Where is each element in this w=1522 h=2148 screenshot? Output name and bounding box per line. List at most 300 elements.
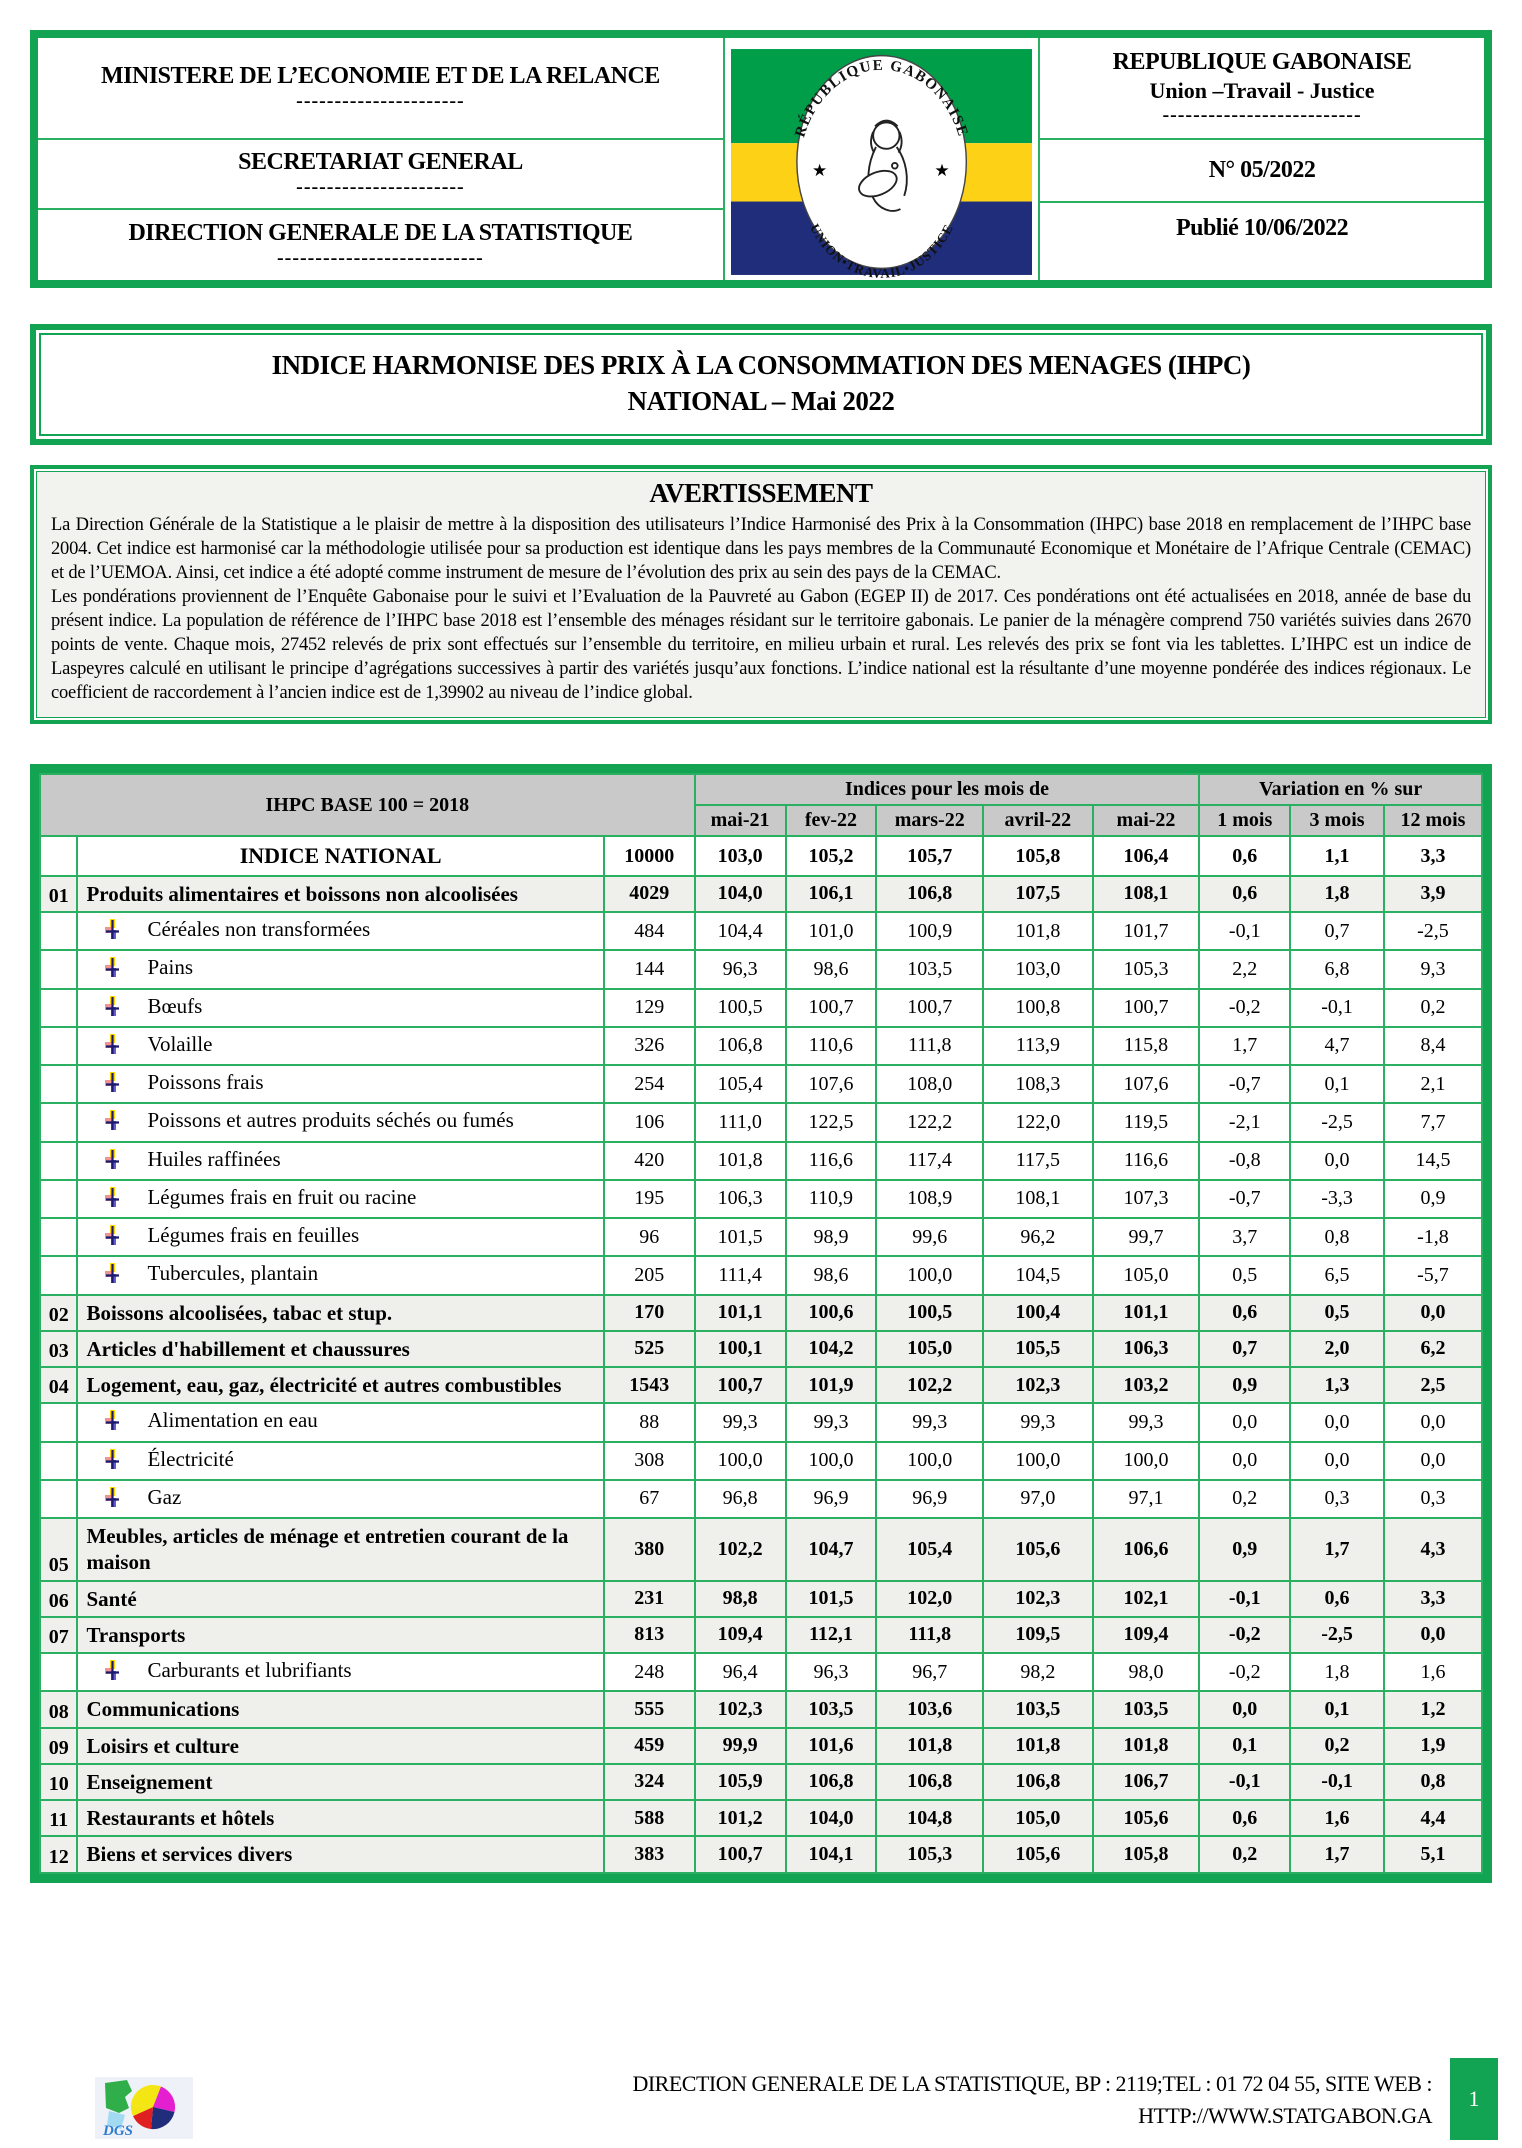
notice-paragraph-2: Les pondérations proviennent de l’Enquête Gabonaise pour le suivi et l’Evaluation de la Pauvreté au Gabon (EGEP II) de 2017. Ces pondérations ont été actualisées en 2018, année de base du présent indice. La population de référence de l’IHPC base 2018 est l’ensemble des ménages résidant sur le territoire gabonais. Le panier de la ménagère comprend 750 variétés suivies dans 2670 points de vente. Chaque mois, 27452 relevés de prix sont effectués sur l’ensemble du territoire, en milieu urbain et rural. Les relevés des prix se font via les tablettes. L’IHPC est un indice de Laspeyres calculé en utilisant le principe d’agrégations successives à partir des variétés jusqu’aux fonctions. L’indice national est la résultante d’une moyenne pondérée des indices régionaux. Le coefficient de raccordement à l’ancien indice est de 1,39902 au niveau de l’indice global.: [51, 587, 1471, 704]
row-weight: 525: [604, 1331, 695, 1367]
row-value: 1,1: [1290, 836, 1384, 876]
row-weight: 813: [604, 1617, 695, 1653]
row-weight: 555: [604, 1691, 695, 1727]
table-row: [40, 1728, 1482, 1764]
row-value: 100,1: [695, 1331, 786, 1367]
row-value: 4,7: [1290, 1027, 1384, 1065]
category-bullet-icon: [104, 1660, 121, 1681]
row-value: 106,1: [786, 876, 877, 912]
table-row: [40, 1142, 1482, 1180]
row-value: 111,8: [876, 1617, 983, 1653]
table-row: [40, 1764, 1482, 1800]
table-row: [40, 836, 1482, 876]
table-row: [40, 1800, 1482, 1836]
row-value: -0,2: [1199, 1617, 1290, 1653]
row-value: 104,0: [786, 1800, 877, 1836]
row-code: 11: [40, 1800, 77, 1836]
row-label-text: Légumes frais en feuilles: [147, 1223, 360, 1247]
row-value: 0,8: [1290, 1218, 1384, 1256]
row-value: 0,2: [1290, 1728, 1384, 1764]
row-value: 100,0: [695, 1442, 786, 1480]
direction-cell: [38, 210, 723, 280]
row-value: 111,0: [695, 1103, 786, 1141]
title-inner: [39, 333, 1483, 436]
row-value: 99,7: [1093, 1218, 1200, 1256]
motto-text: Union –Travail - Justice: [1149, 77, 1375, 103]
seal-star-right-icon: ★: [934, 161, 950, 181]
ihpc-table-head: [40, 774, 1482, 836]
category-bullet-icon: [104, 1225, 121, 1246]
row-value: 14,5: [1384, 1142, 1482, 1180]
footer-contact-text: [312, 2068, 1432, 2132]
row-code: 08: [40, 1691, 77, 1727]
row-value: 102,2: [695, 1518, 786, 1581]
row-value: 105,4: [695, 1065, 786, 1103]
row-value: 105,3: [1093, 950, 1200, 988]
dashes-line: ---------------------------: [277, 246, 484, 269]
row-value: 117,5: [983, 1142, 1093, 1180]
row-label-text: Électricité: [147, 1446, 234, 1471]
header-right-column: [1040, 38, 1484, 280]
row-value: 105,5: [983, 1331, 1093, 1367]
table-row: [40, 1027, 1482, 1065]
row-value: 3,3: [1384, 836, 1482, 876]
row-label: Articles d'habillement et chaussures: [77, 1331, 603, 1367]
row-value: 109,5: [983, 1617, 1093, 1653]
ministry-title: MINISTERE DE L’ECONOMIE ET DE LA RELANCE: [101, 62, 660, 89]
row-value: -0,1: [1290, 989, 1384, 1027]
row-code: [40, 912, 77, 950]
category-bullet-icon: [104, 1410, 121, 1431]
row-value: 100,6: [786, 1295, 877, 1331]
row-value: 3,9: [1384, 876, 1482, 912]
dgs-logo-text: DGS: [103, 2123, 134, 2139]
row-value: -2,5: [1384, 912, 1482, 950]
publication-date: Publié 10/06/2022: [1175, 214, 1349, 241]
row-label: [77, 1256, 603, 1294]
row-value: 106,7: [1093, 1764, 1200, 1800]
row-value: 0,0: [1384, 1403, 1482, 1441]
table-row: [40, 1480, 1482, 1518]
header-left-column: [38, 38, 725, 280]
row-value: 100,0: [983, 1442, 1093, 1480]
table-row: [40, 912, 1482, 950]
row-value: 0,9: [1199, 1518, 1290, 1581]
table-row: [40, 1518, 1482, 1581]
category-bullet-icon: [104, 996, 121, 1017]
row-label-text: Poissons frais: [147, 1070, 264, 1094]
row-value: 1,3: [1290, 1367, 1384, 1403]
row-label: [77, 989, 603, 1027]
row-value: 1,7: [1290, 1518, 1384, 1581]
footer-contact-line1: DIRECTION GENERALE DE LA STATISTIQUE, BP : 2119;TEL : 01 72 04 55, SITE WEB :: [632, 2071, 1432, 2097]
row-value: 0,2: [1384, 989, 1482, 1027]
column-header-mai-21: mai-21: [695, 805, 786, 836]
row-label: [77, 1480, 603, 1518]
row-weight: 326: [604, 1027, 695, 1065]
row-value: 99,3: [786, 1403, 877, 1441]
row-value: 101,2: [695, 1800, 786, 1836]
row-value: 103,6: [876, 1691, 983, 1727]
row-label-text: Légumes frais en fruit ou racine: [147, 1184, 417, 1209]
row-value: 2,2: [1199, 950, 1290, 988]
row-value: 99,6: [876, 1218, 983, 1256]
row-label: Biens et services divers: [77, 1836, 603, 1872]
row-weight: 380: [604, 1518, 695, 1581]
row-value: 106,8: [876, 876, 983, 912]
row-value: -3,3: [1290, 1180, 1384, 1218]
table-row: [40, 1442, 1482, 1480]
row-value: 96,8: [695, 1480, 786, 1518]
row-code: [40, 989, 77, 1027]
row-weight: 484: [604, 912, 695, 950]
row-value: 101,1: [695, 1295, 786, 1331]
row-code: 02: [40, 1295, 77, 1331]
ministry-cell: [38, 38, 723, 140]
issue-number: N° 05/2022: [1208, 156, 1316, 183]
row-value: 101,1: [1093, 1295, 1200, 1331]
row-label-text: Pains: [147, 955, 193, 980]
row-value: 102,0: [876, 1581, 983, 1617]
row-weight: 205: [604, 1256, 695, 1294]
row-value: 106,8: [695, 1027, 786, 1065]
row-label: [77, 1442, 603, 1480]
row-value: 116,6: [1093, 1142, 1200, 1180]
direction-title: DIRECTION GENERALE DE LA STATISTIQUE: [128, 219, 633, 246]
row-code: [40, 1403, 77, 1441]
table-row: [40, 1295, 1482, 1331]
row-value: 100,7: [876, 989, 983, 1027]
row-label: [77, 1653, 603, 1691]
row-value: 0,0: [1384, 1442, 1482, 1480]
row-value: -0,8: [1199, 1142, 1290, 1180]
row-value: 9,3: [1384, 950, 1482, 988]
row-value: 0,7: [1290, 912, 1384, 950]
row-value: 0,0: [1290, 1403, 1384, 1441]
row-value: 115,8: [1093, 1027, 1200, 1065]
row-value: 0,0: [1199, 1691, 1290, 1727]
table-row: [40, 1218, 1482, 1256]
row-value: 104,8: [876, 1800, 983, 1836]
row-label: Logement, eau, gaz, électricité et autres combustibles: [77, 1367, 603, 1403]
title-block: [30, 324, 1492, 445]
row-code: 03: [40, 1331, 77, 1367]
row-label: [77, 912, 603, 950]
row-weight: 248: [604, 1653, 695, 1691]
row-value: 96,4: [695, 1653, 786, 1691]
row-value: 100,5: [876, 1295, 983, 1331]
row-value: 0,0: [1290, 1142, 1384, 1180]
row-value: 112,1: [786, 1617, 877, 1653]
row-value: 105,8: [1093, 1836, 1200, 1872]
row-value: 101,8: [983, 1728, 1093, 1764]
row-code: [40, 1027, 77, 1065]
row-label-text: Tubercules, plantain: [147, 1261, 319, 1286]
row-value: 106,8: [876, 1764, 983, 1800]
row-weight: 10000: [604, 836, 695, 876]
row-value: 101,0: [786, 912, 877, 950]
row-value: 104,1: [786, 1836, 877, 1872]
row-label-text: Poissons et autres produits séchés ou fumés: [147, 1108, 514, 1133]
seal-bottom-text: UNION•TRAVAIL•JUSTICE: [806, 221, 957, 281]
row-weight: 254: [604, 1065, 695, 1103]
row-label: [77, 950, 603, 988]
category-bullet-icon: [104, 1034, 121, 1055]
row-value: 106,4: [1093, 836, 1200, 876]
row-weight: 383: [604, 1836, 695, 1872]
row-value: 105,6: [983, 1836, 1093, 1872]
row-weight: 88: [604, 1403, 695, 1441]
row-value: 116,6: [786, 1142, 877, 1180]
category-bullet-icon: [104, 919, 121, 940]
row-code: [40, 1480, 77, 1518]
notice-heading: AVERTISSEMENT: [649, 477, 873, 508]
row-weight: 144: [604, 950, 695, 988]
row-code: [40, 1256, 77, 1294]
row-value: 105,6: [1093, 1800, 1200, 1836]
row-value: 111,4: [695, 1256, 786, 1294]
row-label: Communications: [77, 1691, 603, 1727]
row-value: 119,5: [1093, 1103, 1200, 1141]
row-value: 6,5: [1290, 1256, 1384, 1294]
row-value: 100,9: [876, 912, 983, 950]
page-footer: [0, 2038, 1522, 2148]
gabon-flag-seal-icon: [731, 42, 1032, 282]
row-weight: 96: [604, 1218, 695, 1256]
row-label: [77, 1065, 603, 1103]
row-value: 97,0: [983, 1480, 1093, 1518]
row-code: [40, 1442, 77, 1480]
row-value: 0,2: [1199, 1480, 1290, 1518]
row-value: 0,6: [1290, 1581, 1384, 1617]
row-value: 107,3: [1093, 1180, 1200, 1218]
row-value: 1,2: [1384, 1691, 1482, 1727]
row-value: 99,3: [876, 1403, 983, 1441]
row-value: 0,2: [1199, 1836, 1290, 1872]
row-value: 117,4: [876, 1142, 983, 1180]
row-value: 105,0: [983, 1800, 1093, 1836]
row-label: [77, 1180, 603, 1218]
ihpc-table-block: [30, 764, 1492, 1882]
row-weight: 420: [604, 1142, 695, 1180]
row-value: 105,4: [876, 1518, 983, 1581]
row-code: 07: [40, 1617, 77, 1653]
row-value: -0,1: [1199, 912, 1290, 950]
column-header-fev-22: fev-22: [786, 805, 877, 836]
indices-group-header: Indices pour les mois de: [695, 774, 1200, 805]
row-label-text: Huiles raffinées: [147, 1146, 281, 1171]
row-code: 06: [40, 1581, 77, 1617]
row-value: 5,1: [1384, 1836, 1482, 1872]
row-value: 0,1: [1199, 1728, 1290, 1764]
row-value: 101,5: [695, 1218, 786, 1256]
row-value: 96,7: [876, 1653, 983, 1691]
row-value: 100,5: [695, 989, 786, 1027]
row-value: 0,1: [1290, 1065, 1384, 1103]
row-value: 100,0: [876, 1442, 983, 1480]
category-bullet-icon: [104, 1187, 121, 1208]
row-value: 122,5: [786, 1103, 877, 1141]
row-label-text: Volaille: [147, 1031, 213, 1056]
row-value: 6,8: [1290, 950, 1384, 988]
category-bullet-icon: [104, 1263, 121, 1284]
row-value: 4,4: [1384, 1800, 1482, 1836]
row-value: -2,5: [1290, 1103, 1384, 1141]
row-value: 108,1: [1093, 876, 1200, 912]
table-row: [40, 1065, 1482, 1103]
table-row: [40, 1256, 1482, 1294]
row-weight: 170: [604, 1295, 695, 1331]
row-value: 101,8: [1093, 1728, 1200, 1764]
row-value: 100,0: [786, 1442, 877, 1480]
row-value: 109,4: [1093, 1617, 1200, 1653]
row-value: 102,3: [983, 1581, 1093, 1617]
ihpc-table-body: [40, 836, 1482, 1872]
seal-top-text: RÉPUBLIQUE GABONAISE: [792, 57, 971, 140]
notice-block: [30, 465, 1492, 724]
category-bullet-icon: [104, 957, 121, 978]
publication-date-cell: [1040, 203, 1484, 280]
row-label: Boissons alcoolisées, tabac et stup.: [77, 1295, 603, 1331]
table-row: [40, 1180, 1482, 1218]
row-label: [77, 1103, 603, 1141]
row-value: 96,3: [786, 1653, 877, 1691]
footer-contact-line2: HTTP://WWW.STATGABON.GA: [1138, 2103, 1432, 2129]
row-code: [40, 836, 77, 876]
row-value: 0,9: [1384, 1180, 1482, 1218]
row-value: 105,2: [786, 836, 877, 876]
row-value: 0,5: [1290, 1295, 1384, 1331]
row-value: 98,9: [786, 1218, 877, 1256]
row-weight: 308: [604, 1442, 695, 1480]
row-label: [77, 1027, 603, 1065]
row-value: 105,6: [983, 1518, 1093, 1581]
table-row: [40, 1836, 1482, 1872]
row-label: Meubles, articles de ménage et entretien courant de la maison: [77, 1518, 603, 1581]
row-value: 1,9: [1384, 1728, 1482, 1764]
row-label: Produits alimentaires et boissons non alcoolisées: [77, 876, 603, 912]
row-value: 108,1: [983, 1180, 1093, 1218]
table-row: [40, 1367, 1482, 1403]
row-code: 10: [40, 1764, 77, 1800]
column-header-12-mois: 12 mois: [1384, 805, 1482, 836]
row-value: 102,2: [876, 1367, 983, 1403]
row-value: 106,8: [786, 1764, 877, 1800]
row-value: 1,8: [1290, 876, 1384, 912]
row-value: 102,1: [1093, 1581, 1200, 1617]
row-value: 96,3: [695, 950, 786, 988]
table-row: [40, 1103, 1482, 1141]
page-number: 1: [1468, 2086, 1480, 2111]
row-value: 96,2: [983, 1218, 1093, 1256]
table-row: [40, 1617, 1482, 1653]
row-value: -0,1: [1199, 1764, 1290, 1800]
row-value: 122,2: [876, 1103, 983, 1141]
row-value: 103,5: [983, 1691, 1093, 1727]
row-value: 105,9: [695, 1764, 786, 1800]
row-value: 110,9: [786, 1180, 877, 1218]
row-value: 1,7: [1199, 1027, 1290, 1065]
row-value: 101,5: [786, 1581, 877, 1617]
row-value: 106,3: [695, 1180, 786, 1218]
row-value: 1,6: [1384, 1653, 1482, 1691]
secretariat-title: SECRETARIAT GENERAL: [238, 148, 523, 175]
column-header-mars-22: mars-22: [876, 805, 983, 836]
row-value: 0,3: [1384, 1480, 1482, 1518]
dashes-line: ----------------------: [296, 89, 465, 112]
row-value: 100,7: [695, 1836, 786, 1872]
category-bullet-icon: [104, 1149, 121, 1170]
row-value: -5,7: [1384, 1256, 1482, 1294]
row-value: 103,5: [786, 1691, 877, 1727]
category-bullet-icon: [104, 1449, 121, 1470]
column-header-3-mois: 3 mois: [1290, 805, 1384, 836]
row-value: 100,4: [983, 1295, 1093, 1331]
dgs-logo-icon: [95, 2077, 193, 2139]
row-value: 0,7: [1199, 1331, 1290, 1367]
row-value: 6,2: [1384, 1331, 1482, 1367]
row-value: 101,6: [786, 1728, 877, 1764]
row-value: 99,3: [1093, 1403, 1200, 1441]
row-value: 0,0: [1199, 1442, 1290, 1480]
row-value: 98,6: [786, 1256, 877, 1294]
row-value: 107,6: [1093, 1065, 1200, 1103]
seal-star-left-icon: ★: [811, 161, 827, 181]
row-value: 0,6: [1199, 876, 1290, 912]
row-value: 1,8: [1290, 1653, 1384, 1691]
page-number-badge: [1450, 2058, 1498, 2140]
table-row: [40, 950, 1482, 988]
row-label-text: Carburants et lubrifiants: [147, 1658, 352, 1682]
row-weight: 324: [604, 1764, 695, 1800]
row-value: -1,8: [1384, 1218, 1482, 1256]
row-value: 108,9: [876, 1180, 983, 1218]
row-value: 108,3: [983, 1065, 1093, 1103]
row-value: 104,2: [786, 1331, 877, 1367]
row-value: 103,0: [983, 950, 1093, 988]
row-value: 0,6: [1199, 1800, 1290, 1836]
row-label: [77, 1403, 603, 1441]
row-label: INDICE NATIONAL: [77, 836, 603, 876]
table-row: [40, 1331, 1482, 1367]
row-label: Transports: [77, 1617, 603, 1653]
row-value: 8,4: [1384, 1027, 1482, 1065]
column-header-mai-22: mai-22: [1093, 805, 1200, 836]
dashes-line: ----------------------: [296, 175, 465, 198]
row-value: 0,9: [1199, 1367, 1290, 1403]
variation-group-header: Variation en % sur: [1199, 774, 1482, 805]
row-code: [40, 1103, 77, 1141]
row-value: 105,3: [876, 1836, 983, 1872]
row-code: [40, 1218, 77, 1256]
row-value: 111,8: [876, 1027, 983, 1065]
row-value: 0,0: [1290, 1442, 1384, 1480]
row-value: 104,4: [695, 912, 786, 950]
row-label-text: Gaz: [147, 1484, 182, 1509]
row-value: 101,7: [1093, 912, 1200, 950]
row-value: 99,9: [695, 1728, 786, 1764]
row-value: 98,0: [1093, 1653, 1200, 1691]
row-value: -0,1: [1199, 1581, 1290, 1617]
row-value: 106,3: [1093, 1331, 1200, 1367]
row-value: 98,6: [786, 950, 877, 988]
row-label: Restaurants et hôtels: [77, 1800, 603, 1836]
row-value: 104,0: [695, 876, 786, 912]
row-value: 108,0: [876, 1065, 983, 1103]
category-bullet-icon: [104, 1072, 121, 1093]
row-value: -2,5: [1290, 1617, 1384, 1653]
table-row: [40, 1653, 1482, 1691]
